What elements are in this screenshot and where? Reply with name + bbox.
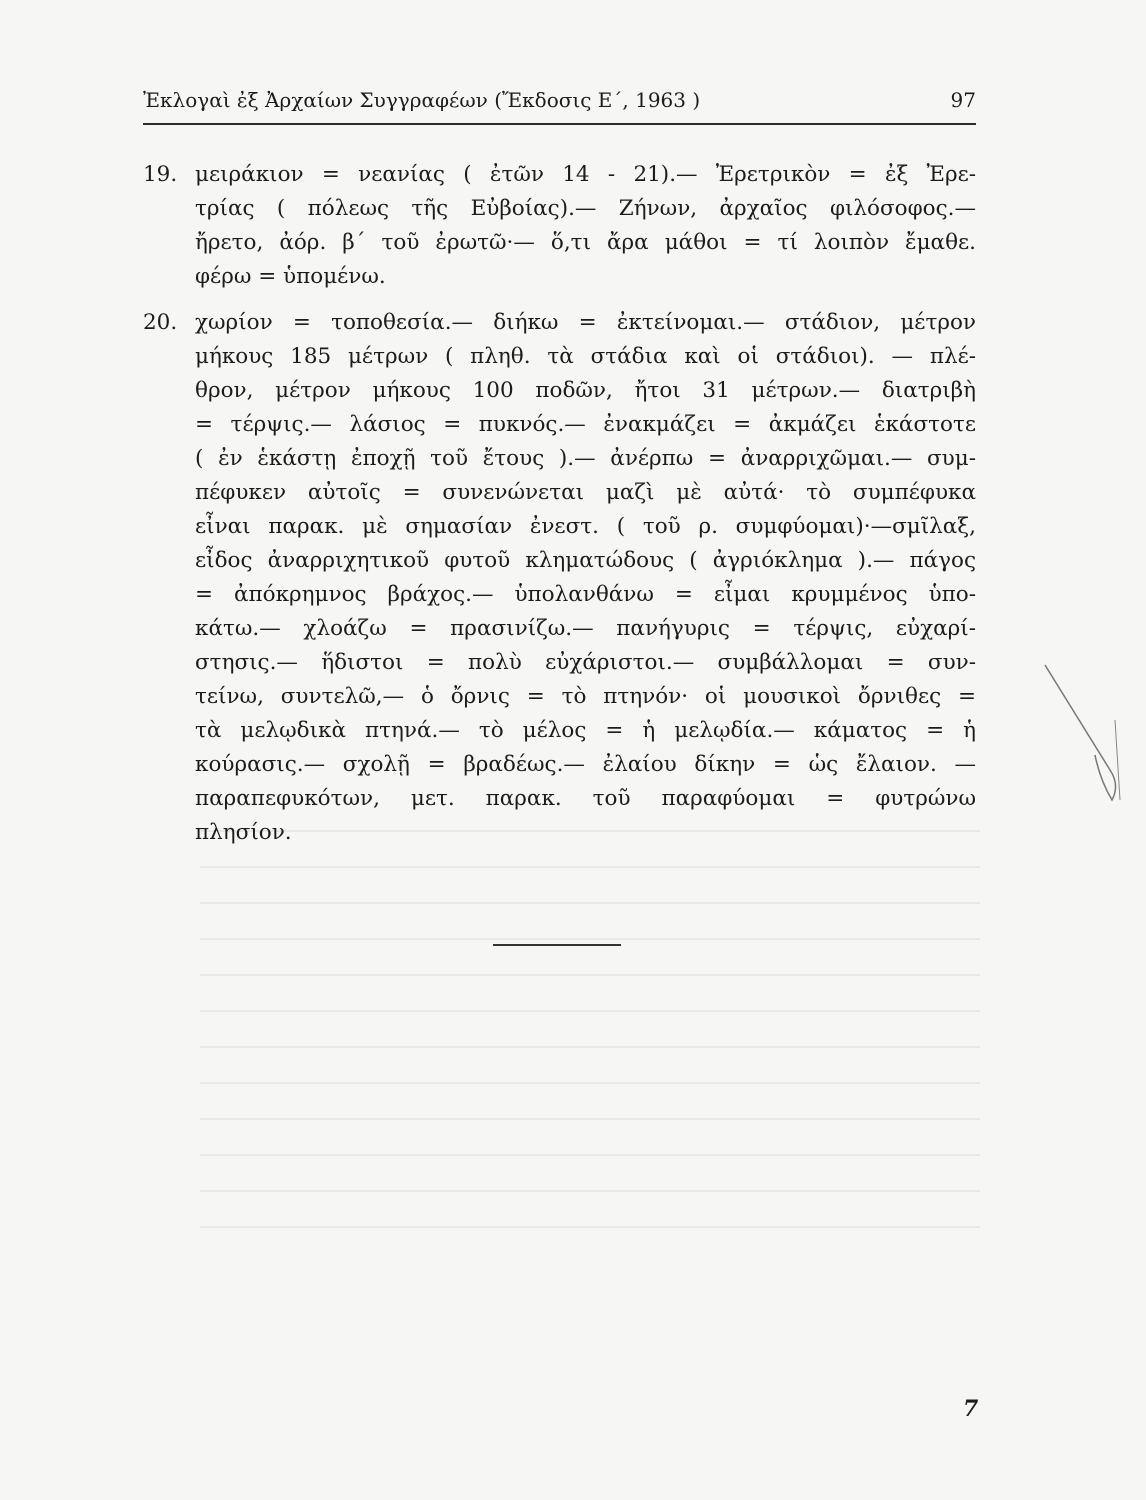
entry-line: μήκους 185 μέτρων ( πληθ. τὰ στάδια καὶ οἱ στάδιοι). — πλέ- [195, 344, 976, 369]
entry-line: πέφυκεν αὐτοῖς = συνενώνεται μαζὶ μὲ αὐτά· τὸ συμπέφυκα [195, 480, 976, 505]
entry-line: ( ἐν ἑκάστῃ ἐποχῇ τοῦ ἔτους ).— ἀνέρπω = ἀναρριχῶμαι.— συμ- [195, 446, 976, 471]
entry-line: μειράκιον = νεανίας ( ἐτῶν 14 - 21).— Ἐρετρικὸν = ἐξ Ἐρε- [195, 162, 976, 187]
entry-line: εἶναι παρακ. μὲ σημασίαν ἐνεστ. ( τοῦ ρ. συμφύομαι)·—σμῖλαξ, [195, 514, 976, 539]
entry-line: εἶδος ἀναρριχητικοῦ φυτοῦ κληματώδους ( ἀγριόκλημα ).— πάγος [195, 548, 976, 573]
entry-line: φέρω = ὑπομένω. [195, 264, 386, 289]
glossary-entries [143, 158, 976, 862]
pencil-mark-icon [1040, 660, 1130, 810]
entry-19 [143, 158, 976, 294]
header-title: Ἐκλογαὶ ἐξ Ἀρχαίων Συγγραφέων (Ἔκδοσις Ε΄, 1963 ) [143, 88, 701, 112]
entry-line: παραπεφυκότων, μετ. παρακ. τοῦ παραφύομαι = φυτρώνω [195, 786, 976, 811]
entry-line: τὰ μελῳδικὰ πτηνά.— τὸ μέλος = ἡ μελῳδία.— κάματος = ἡ [195, 718, 976, 743]
entry-line: στησις.— ἥδιστοι = πολὺ εὐχάριστοι.— συμβάλλομαι = συν- [195, 650, 976, 675]
entry-line: = ἀπόκρημνος βράχος.— ὑπολανθάνω = εἶμαι κρυμμένος ὑπο- [195, 582, 976, 607]
entry-line: ἤρετο, ἀόρ. β΄ τοῦ ἐρωτῶ·— ὅ,τι ἄρα μάθοι = τί λοιπὸν ἔμαθε. [195, 230, 976, 255]
entry-number: 20. [143, 310, 178, 335]
entry-line: θρον, μέτρον μήκους 100 ποδῶν, ἤτοι 31 μέτρων.— διατριβὴ [195, 378, 976, 403]
entry-number: 19. [143, 162, 178, 187]
entry-20 [143, 306, 976, 850]
entry-line: = τέρψις.— λάσιος = πυκνός.— ἐνακμάζει = ἀκμάζει ἑκάστοτε [195, 412, 976, 437]
header-rule [143, 123, 976, 125]
entry-line: τρίας ( πόλεως τῆς Εὐβοίας).— Ζήνων, ἀρχαῖος φιλόσοφος.— [195, 196, 976, 221]
header-page-number: 97 [950, 88, 976, 112]
entry-line: πλησίον. [195, 820, 292, 845]
signature-mark: 7 [963, 1396, 979, 1422]
entry-line: τείνω, συντελῶ,— ὁ ὄρνις = τὸ πτηνόν· οἱ μουσικοὶ ὄρνιθες = [195, 684, 976, 709]
entry-line: χωρίον = τοποθεσία.— διήκω = ἐκτείνομαι.— στάδιον, μέτρον [195, 310, 976, 335]
entry-line: κούρασις.— σχολῇ = βραδέως.— ἐλαίου δίκην = ὡς ἔλαιον. — [195, 752, 976, 777]
running-header [143, 88, 976, 112]
section-divider [493, 944, 621, 946]
show-through-texture [200, 830, 980, 1300]
entry-line: κάτω.— χλοάζω = πρασινίζω.— πανήγυρις = τέρψις, εὐχαρί- [195, 616, 976, 641]
